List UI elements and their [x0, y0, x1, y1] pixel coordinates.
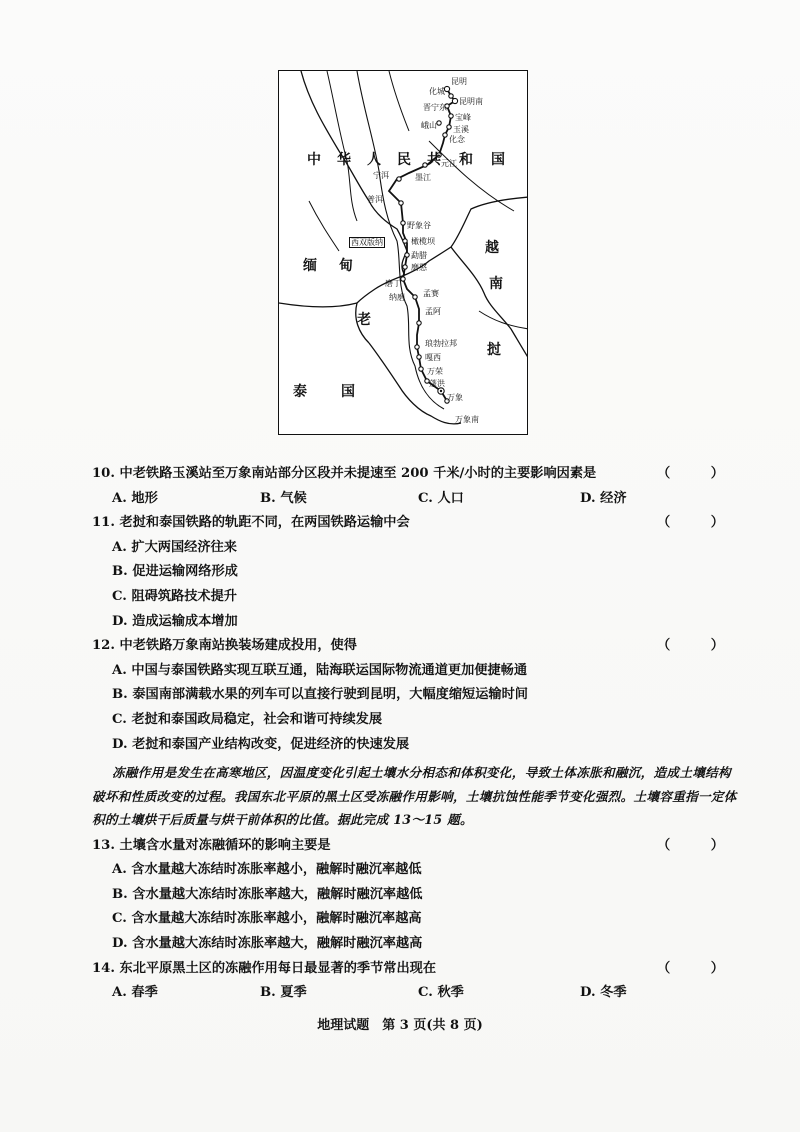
question-12-text: 12. 中老铁路万象南站换装场建成投用，使得	[92, 638, 357, 654]
option-11-a: A. 扩大两国经济往来	[112, 539, 237, 555]
station-puer: 普洱	[367, 195, 383, 204]
country-china-2: 华	[337, 152, 351, 168]
option-14-b: B. 夏季	[260, 985, 307, 1001]
station-muangnga: 孟阿	[425, 307, 441, 316]
station-vangvieng: 万荣	[427, 367, 443, 376]
option-14-c: C. 秋季	[418, 985, 464, 1001]
option-10-a: A. 地形	[112, 490, 158, 506]
question-14-stem	[92, 957, 742, 982]
answer-bracket-10: （ ）	[657, 466, 742, 481]
country-china-1: 中	[307, 152, 321, 168]
station-huacheng: 化城	[429, 87, 445, 96]
station-vientianesouth: 万象南	[455, 415, 479, 424]
country-myanmar-1: 缅	[303, 258, 317, 274]
border-myanmar-thailand	[279, 303, 369, 343]
station-natoei: 纳磨	[389, 293, 405, 302]
station-yuxi: 玉溪	[453, 125, 469, 134]
station-kunming: 昆明	[451, 77, 467, 86]
option-12-a: A. 中国与泰国铁路实现互联互通，陆海联运国际物流通道更加便捷畅通	[112, 662, 528, 678]
station-luangprabang: 琅勃拉邦	[425, 339, 457, 348]
station-muangxai: 孟赛	[423, 289, 439, 298]
question-10-options	[92, 487, 742, 512]
answer-bracket-13: （ ）	[657, 837, 742, 853]
station-vientiane: 万象	[447, 393, 463, 402]
station-kunmingnan: 昆明南	[459, 97, 483, 106]
reading-passage: 冻融作用是发生在高寒地区，因温度变化引起土壤水分相态和体积变化，导致土体冻胀和融沉，造成土壤结构破坏和性质改变的过程。我国东北平原的黑土区受冻融作用影响，土壤抗蚀性能季节变化强烈。土壤容重指一定体积的土壤烘干后质量与烘干前体积的比值。据此完成 13～15 题。	[92, 765, 737, 828]
station-jinningdong: 晋宁东	[423, 103, 447, 112]
option-10-c: C. 人口	[418, 490, 464, 506]
country-china-6: 和	[459, 152, 473, 168]
question-list	[92, 462, 742, 1006]
answer-bracket-12: （ ）	[657, 638, 742, 654]
railway-map	[278, 70, 528, 435]
station-ganlanba: 橄榄坝	[411, 237, 435, 246]
option-13-c: C. 含水量越大冻结时冻胀率越小，融解时融沉率越高	[112, 911, 422, 927]
option-11-b: B. 促进运输网络形成	[112, 564, 238, 580]
country-thailand-1: 泰	[293, 384, 307, 400]
option-13-a: A. 含水量越大冻结时冻胀率越小，融解时融沉率越低	[112, 862, 422, 878]
country-china-5: 共	[427, 152, 441, 168]
option-10-b: B. 气候	[260, 490, 307, 506]
river-5	[309, 201, 339, 251]
country-vietnam-1: 越	[485, 240, 499, 256]
country-thailand-2: 国	[341, 384, 355, 400]
question-10-stem	[92, 462, 742, 487]
river-2	[327, 71, 357, 221]
question-11-text: 11. 老挝和泰国铁路的轨距不同，在两国铁路运输中会	[92, 515, 410, 531]
question-14-text: 14. 东北平原黑土区的冻融作用每日最显著的季节常出现在	[92, 960, 437, 976]
question-11-stem	[92, 511, 742, 536]
option-11-c: C. 阻碍筑路技术提升	[112, 588, 237, 604]
option-14-a: A. 春季	[112, 985, 158, 1001]
country-china-4: 民	[397, 152, 411, 168]
option-11-d: D. 造成运输成本增加	[112, 613, 238, 629]
station-mohan: 磨憨	[411, 263, 427, 272]
question-13-text: 13. 土壤含水量对冻融循环的影响主要是	[92, 837, 331, 853]
option-12-d: D. 老挝和泰国产业结构改变，促进经济的快速发展	[112, 736, 410, 752]
country-china-3: 人	[367, 152, 381, 168]
station-boten: 磨丁	[385, 279, 401, 288]
country-china-7: 国	[491, 152, 505, 168]
station-mojiang: 墨江	[415, 173, 431, 182]
country-laos-2: 挝	[487, 342, 501, 358]
option-10-d: D. 经济	[580, 490, 627, 506]
station-huanian: 化念	[449, 135, 465, 144]
answer-bracket-14: （ ）	[657, 960, 742, 976]
country-myanmar-2: 甸	[339, 258, 353, 274]
station-yexianggu: 野象谷	[407, 221, 431, 230]
option-13-b: B. 含水量越大冻结时冻胀率越大，融解时融沉率越低	[112, 886, 423, 902]
station-yuanjiang: 元江	[441, 159, 457, 168]
question-13-stem	[92, 834, 742, 859]
option-13-d: D. 含水量越大冻结时冻胀率越大，融解时融沉率越高	[112, 936, 423, 951]
answer-bracket-11: （ ）	[657, 515, 742, 531]
option-12-c: C. 老挝和泰国政局稳定，社会和谐可持续发展	[112, 711, 383, 727]
station-ninger: 宁洱	[373, 171, 389, 180]
station-phonhong: 蓬洪	[429, 379, 445, 388]
question-12-stem	[92, 634, 742, 659]
border-laos-thailand	[369, 343, 461, 424]
station-eshan: 峨山	[421, 121, 437, 130]
country-vietnam-2: 南	[489, 276, 503, 292]
river-3	[389, 71, 409, 131]
question-14-options	[92, 981, 742, 1006]
station-mengla: 勐腊	[411, 251, 427, 260]
station-baofeng: 宝峰	[455, 113, 471, 122]
option-12-b: B. 泰国南部满载水果的列车可以直接行驶到昆明，大幅度缩短运输时间	[112, 687, 528, 703]
country-laos-1: 老	[357, 312, 371, 328]
option-14-d: D. 冬季	[580, 985, 627, 1001]
question-10-text: 10. 中老铁路玉溪站至万象南站部分区段并未提速至 200 千米/小时的主要影响因素是	[92, 466, 597, 481]
station-xishuangbanna: 西双版纳	[351, 238, 383, 247]
station-kasi: 嘎西	[425, 353, 441, 362]
page-footer: 地理试题 第 3 页(共 8 页)	[317, 1018, 483, 1033]
